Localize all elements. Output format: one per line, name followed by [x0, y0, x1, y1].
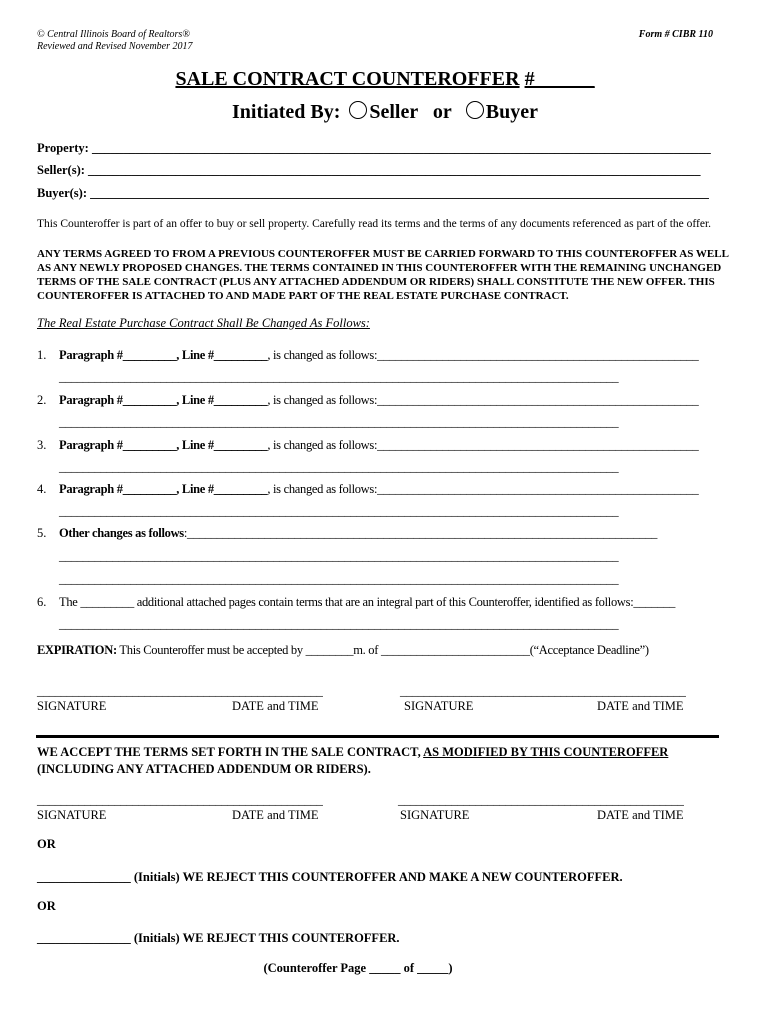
title-text: SALE CONTRACT COUNTEROFFER [175, 68, 520, 90]
signature-line-left[interactable]: ________________________________________________ [37, 793, 323, 807]
item-1-paragraph: Paragraph #_________, Line #_________ [59, 348, 268, 362]
date-time-label: DATE and TIME [597, 808, 684, 822]
acceptance-text: WE ACCEPT THE TERMS SET FORTH IN THE SALE CONTRACT, [37, 745, 424, 759]
other-changes-line[interactable] [59, 526, 657, 541]
other-changes-continuation-2[interactable]: ______________________________________________________________________________________________ [59, 572, 619, 586]
item-3-paragraph: Paragraph #_________, Line #_________ [59, 438, 268, 452]
page-footer[interactable]: (Counteroffer Page _____ of _____) [263, 961, 453, 975]
copyright-text: © Central Illinois Board of Realtors® [37, 29, 190, 40]
or-separator: OR [37, 899, 56, 913]
reject-and-counter-line[interactable]: _______________ (Initials) WE REJECT THIS COUNTEROFFER AND MAKE A NEW COUNTEROFFER. [37, 870, 623, 884]
or-separator: OR [37, 837, 56, 851]
expiration-label: EXPIRATION: [37, 643, 117, 657]
item-2-paragraph: Paragraph #_________, Line #_________ [59, 393, 268, 407]
date-time-label: DATE and TIME [232, 808, 319, 822]
item-4-number: 4. [37, 482, 47, 496]
revised-text: Reviewed and Revised November 2017 [37, 41, 193, 52]
item-4-rest: , is changed as follows:______________________________________________________ [267, 482, 699, 496]
item-1-line[interactable] [59, 348, 698, 363]
acceptance-text-line-2: (INCLUDING ANY ATTACHED ADDENDUM OR RIDERS). [37, 762, 371, 776]
signature-line-left[interactable]: ________________________________________________ [37, 684, 323, 698]
additional-pages-line[interactable]: The _________ additional attached pages contain terms that are an integral part of this Counteroffer, identified as follows:_______ [59, 595, 676, 609]
seller-radio-icon[interactable] [349, 101, 367, 119]
item-2-rest: , is changed as follows:______________________________________________________ [267, 393, 699, 407]
or-label: or [432, 101, 452, 123]
initiated-label: Initiated By: [232, 101, 341, 123]
header-copyright-block [37, 29, 193, 53]
item-3-rest: , is changed as follows:______________________________________________________ [267, 438, 699, 452]
expiration-line[interactable] [37, 643, 649, 658]
buyer-radio-icon[interactable] [466, 101, 484, 119]
changes-heading: The Real Estate Purchase Contract Shall Be Changed As Follows: [37, 316, 370, 330]
seller-option-label: Seller [369, 101, 418, 123]
item-5-number: 5. [37, 526, 47, 540]
section-divider [36, 735, 719, 738]
signature-label: SIGNATURE [400, 808, 470, 822]
item-4-continuation[interactable]: ______________________________________________________________________________________________ [59, 504, 619, 518]
item-2-continuation[interactable]: ______________________________________________________________________________________________ [59, 415, 619, 429]
form-title [0, 68, 770, 91]
item-1-rest: , is changed as follows:______________________________________________________ [267, 348, 699, 362]
reject-line[interactable]: _______________ (Initials) WE REJECT THIS COUNTEROFFER. [37, 931, 400, 945]
other-changes-continuation-1[interactable]: ______________________________________________________________________________________________ [59, 549, 619, 563]
item-2-number: 2. [37, 393, 47, 407]
item-3-continuation[interactable]: ______________________________________________________________________________________________ [59, 460, 619, 474]
signature-label: SIGNATURE [37, 699, 107, 713]
item-4-paragraph: Paragraph #_________, Line #_________ [59, 482, 268, 496]
item-2-line[interactable] [59, 393, 698, 408]
buyers-field[interactable]: Buyer(s): ___________________________________________________________________________________________________ [37, 186, 709, 200]
additional-pages-continuation[interactable]: ______________________________________________________________________________________________ [59, 617, 619, 631]
acceptance-text-underlined: AS MODIFIED BY THIS COUNTEROFFER [423, 745, 669, 759]
intro-text: This Counteroffer is part of an offer to buy or sell property. Carefully read its terms and the terms of any documents referenced as part of the offer. [37, 218, 712, 230]
terms-notice: ANY TERMS AGREED TO FROM A PREVIOUS COUNTEROFFER MUST BE CARRIED FORWARD TO THIS COUNTEROFFER AS WELL AS ANY NEWLY PROPOSED CHANGES. THE TERMS CONTAINED IN THIS COUNTEROFFER WITH THE REMAINING UNCHANGED TERMS OF THE SALE CONTRACT (PLUS ANY ATTACHED ADDENDUM OR RIDERS) SHALL CONSTITUTE THE NEW OFFER. THIS COUNTEROFFER IS ATTACHED TO AND MADE PART OF THE REAL ESTATE PURCHASE CONTRACT. [37, 248, 729, 302]
item-1-number: 1. [37, 348, 47, 362]
item-1-continuation[interactable]: ______________________________________________________________________________________________ [59, 370, 619, 384]
date-time-label: DATE and TIME [232, 699, 319, 713]
date-time-label: DATE and TIME [597, 699, 684, 713]
other-changes-label: Other changes as follows [59, 526, 184, 540]
item-6-number: 6. [37, 595, 47, 609]
signature-label: SIGNATURE [404, 699, 474, 713]
form-number: Form # CIBR 110 [638, 29, 713, 40]
signature-line-right[interactable]: ________________________________________________ [398, 793, 684, 807]
item-3-number: 3. [37, 438, 47, 452]
buyer-option-label: Buyer [485, 101, 538, 123]
property-field[interactable]: Property: ___________________________________________________________________________________________________ [37, 141, 711, 155]
signature-line-right[interactable]: ________________________________________________ [400, 684, 686, 698]
item-4-line[interactable] [59, 482, 698, 497]
item-3-line[interactable] [59, 438, 698, 453]
counteroffer-number-field[interactable]: #______ [524, 68, 595, 90]
sellers-field[interactable]: Seller(s): __________________________________________________________________________________________________ [37, 163, 701, 177]
signature-label: SIGNATURE [37, 808, 107, 822]
expiration-text: This Counteroffer must be accepted by ________m. of _________________________(“Acceptance Deadline”) [116, 643, 649, 657]
initiated-by [0, 101, 770, 124]
acceptance-text-line-1 [37, 745, 668, 760]
other-changes-rest: :_______________________________________________________________________________ [183, 526, 658, 540]
